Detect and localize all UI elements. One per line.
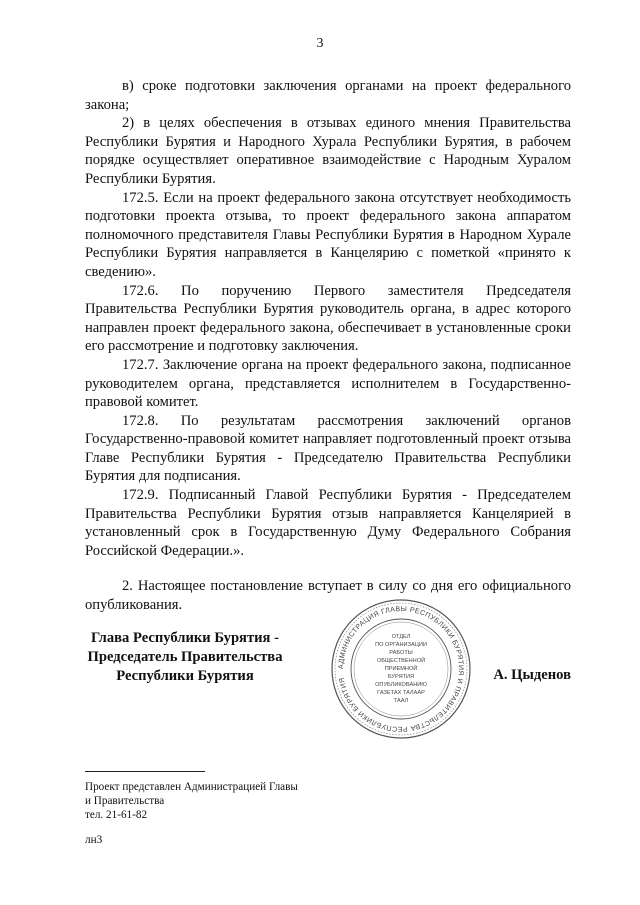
paragraph: 172.8. По результатам рассмотрения заключений органов Государственно-правовой комитет направляет подготовленный проект отзыва Главе Республики Бурятия - Председателю Правительства Республики Бурятия для подписания. <box>85 412 571 485</box>
seal-outer-text: АДМИНИСТРАЦИЯ ГЛАВЫ РЕСПУБЛИКИ БУРЯТИЯ И ПРАВИТЕЛЬСТВА РЕСПУБЛИКИ БУРЯТИЯ <box>337 605 465 733</box>
footnote-line: и Правительства <box>85 795 165 807</box>
paragraph-effective-date: 2. Настоящее постановление вступает в силу со дня его официального опубликования. <box>85 578 571 614</box>
footnote-line: Проект представлен Администрацией Главы <box>85 781 298 793</box>
seal-inner-line: БУРЯТИЯ <box>387 674 415 680</box>
paragraph: 2) в целях обеспечения в отзывах единого мнения Правительства Республики Бурятия и Народного Хурала Республики Бурятия, в рабочем порядке осуществляет оперативное взаимодействие с Народным Хуралом Республики Бурятия. <box>85 115 571 187</box>
signatory-title-line: Глава Республики Бурятия - <box>91 630 279 646</box>
signatory-title-line: Республики Бурятия <box>116 668 254 684</box>
seal-inner-line: ОТДЕЛ <box>391 634 411 640</box>
official-seal <box>330 598 472 740</box>
seal-inner-line: ТААЛ <box>393 698 409 704</box>
signatory-name: А. Цыденов <box>493 667 571 683</box>
signatory-title <box>75 629 295 686</box>
footnote-divider <box>85 771 205 772</box>
paragraph: 172.9. Подписанный Главой Республики Бурятия - Председателем Правительства Республики Бурятия отзыв направляется Канцелярией в установленный срок в Государственную Думу Федерального Собрания Российской Федерации.». <box>85 487 571 559</box>
footnote <box>85 780 415 822</box>
seal-inner-line: ОБЩЕСТВЕННОЙ <box>376 658 426 664</box>
paragraph: 172.7. Заключение органа на проект федерального закона, подписанное руководителем органа, представляется исполнителем в Государственно-правовой комитет. <box>85 356 571 411</box>
paragraph: 172.5. Если на проект федерального закона отсутствует необходимость подготовки проекта отзыва, то проект федерального закона аппаратом полномочного представителя Главы Республики Бурятия в Народном Хурале Республики Бурятия направляется в Канцелярию с пометкой «принято к сведению». <box>85 189 571 280</box>
seal-inner-line: ПРИЕМНОЙ <box>384 666 418 672</box>
paragraph: 172.6. По поручению Первого заместителя Председателя Правительства Республики Бурятия руководитель органа, в адрес которого направлен проект федерального закона, обеспечивает в установленные сроки его рассмотрение и подготовку заключения. <box>85 282 571 355</box>
footnote-line: тел. 21-61-82 <box>85 809 148 821</box>
document-body <box>85 77 571 615</box>
paragraph: в) сроке подготовки заключения органами на проект федерального закона; <box>85 78 571 113</box>
signatory-title-line: Председатель Правительства <box>87 649 283 665</box>
seal-inner-line: ПО ОРГАНИЗАЦИИ <box>375 642 427 648</box>
page-number: 3 <box>316 36 324 51</box>
seal-inner-line: ГАЗЕТАХ ТАЛААР <box>377 690 425 696</box>
document-code: лн3 <box>85 834 103 846</box>
seal-inner-line: ОПУБЛИКОВАНИЮ <box>375 682 427 688</box>
seal-inner-line: РАБОТЫ <box>389 650 413 656</box>
